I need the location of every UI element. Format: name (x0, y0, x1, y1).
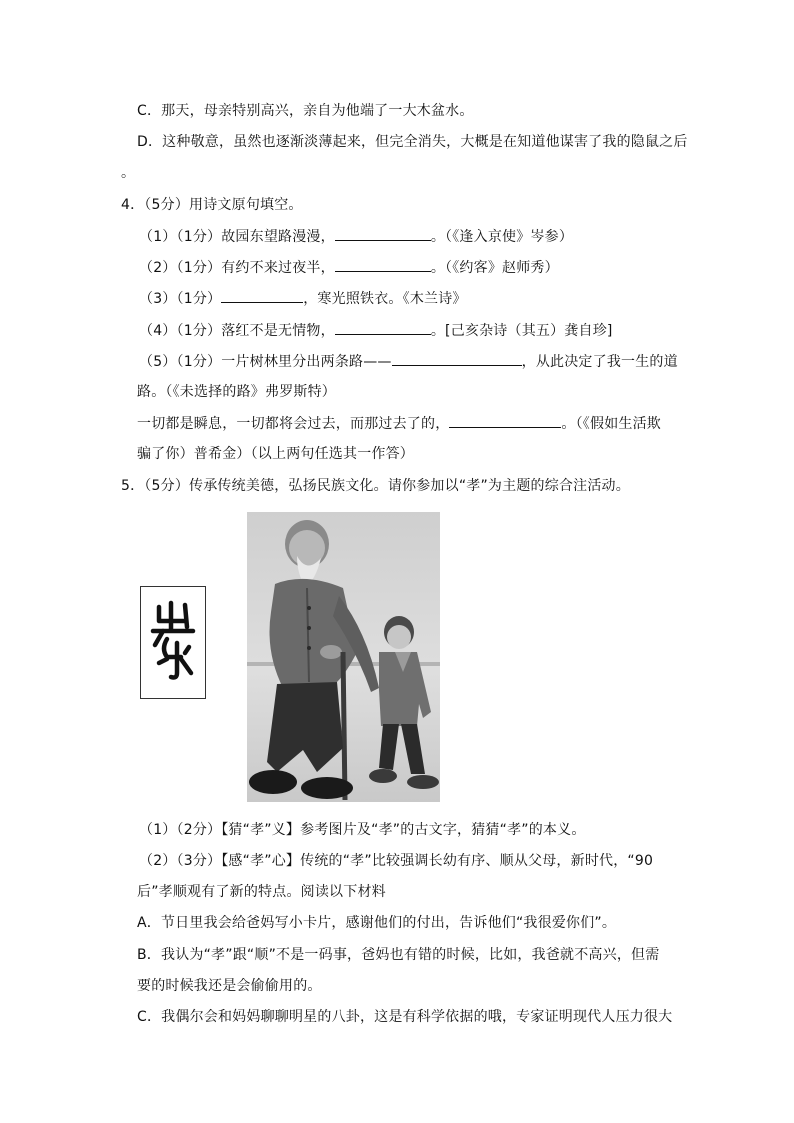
question-5-1: （1）（2分）【猜“孝”义】参考图片及“孝”的古文字，猜猜“孝”的本义。 (139, 822, 586, 838)
q4-1-blank[interactable] (335, 226, 431, 241)
question-4-title: 4．（5分）用诗文原句填空。 (121, 197, 303, 213)
q4-5-blank[interactable] (392, 351, 522, 366)
question-5-2-line2: 后”孝顺观有了新的特点。阅读以下材料 (137, 884, 386, 900)
q4-2-blank[interactable] (335, 257, 431, 272)
material-c: C．我偶尔会和妈妈聊聊明星的八卦，这是有科学依据的哦，专家证明现代人压力很大 (137, 1009, 673, 1025)
question-4-6-line2: 骗了你）普希金）（以上两句任选其一作答） (137, 446, 414, 462)
material-b: B．我认为“孝”跟“顺”不是一码事，爸妈也有错的时候，比如，我爸就不高兴，但需 (137, 947, 660, 963)
q4-2-prefix: （2）（1分）有约不来过夜半， (139, 260, 335, 276)
option-d-tail: 。 (121, 165, 136, 181)
q4-5-prefix: （5）（1分）一片树林里分出两条路—— (139, 354, 392, 370)
q4-6-suffix: 。（《假如生活欺 (561, 416, 662, 432)
question-4-5 (139, 351, 678, 372)
q4-1-prefix: （1）（1分）故园东望路漫漫， (139, 229, 335, 245)
question-4-4 (139, 320, 613, 341)
q4-3-suffix: ，寒光照铁衣。《木兰诗》 (303, 291, 467, 307)
question-4-6 (137, 413, 661, 434)
q4-3-blank[interactable] (221, 288, 303, 303)
option-c: C．那天，母亲特别高兴，亲自为他端了一大木盆水。 (137, 103, 474, 119)
question-4-5-line2: 路。（《未选择的路》弗罗斯特） (137, 384, 336, 400)
question-4-1 (139, 226, 573, 247)
material-a: A．节日里我会给爸妈写小卡片，感谢他们的付出，告诉他们“我很爱你们”。 (137, 915, 617, 931)
grandfather-grandson-photo (247, 512, 440, 802)
q4-6-blank[interactable] (449, 413, 561, 428)
q4-4-suffix: 。[己亥杂诗（其五）龚自珍] (430, 323, 613, 339)
question-4-3 (139, 288, 467, 309)
q4-4-blank[interactable] (335, 320, 431, 335)
option-d: D．这种敬意，虽然也逐渐淡薄起来，但完全消失，大概是在知道他谋害了我的隐鼠之后 (137, 134, 688, 150)
grandfather-grandson-illustration (247, 512, 440, 802)
material-b-line2: 要的时候我还是会偷偷用的。 (137, 978, 322, 994)
q4-5-suffix: ，从此决定了我一生的道 (521, 354, 678, 370)
q4-1-suffix: 。（《逢入京使》岑参） (430, 229, 574, 245)
q4-6-prefix: 一切都是瞬息，一切都将会过去，而那过去了的， (137, 416, 450, 432)
q4-4-prefix: （4）（1分）落红不是无情物， (139, 323, 335, 339)
question-5-title: 5．（5分）传承传统美德，弘扬民族文化。请你参加以“孝”为主题的综合注活动。 (121, 478, 630, 494)
seal-character-box (140, 586, 206, 699)
question-5-2: （2）（3分）【感“孝”心】传统的“孝”比较强调长幼有序、顺从父母，新时代，“90 (139, 853, 654, 869)
seal-xiao-character-icon (141, 587, 205, 698)
q4-2-suffix: 。（《约客》赵师秀） (430, 260, 559, 276)
q4-3-prefix: （3）（1分） (139, 291, 222, 307)
question-4-2 (139, 257, 559, 278)
